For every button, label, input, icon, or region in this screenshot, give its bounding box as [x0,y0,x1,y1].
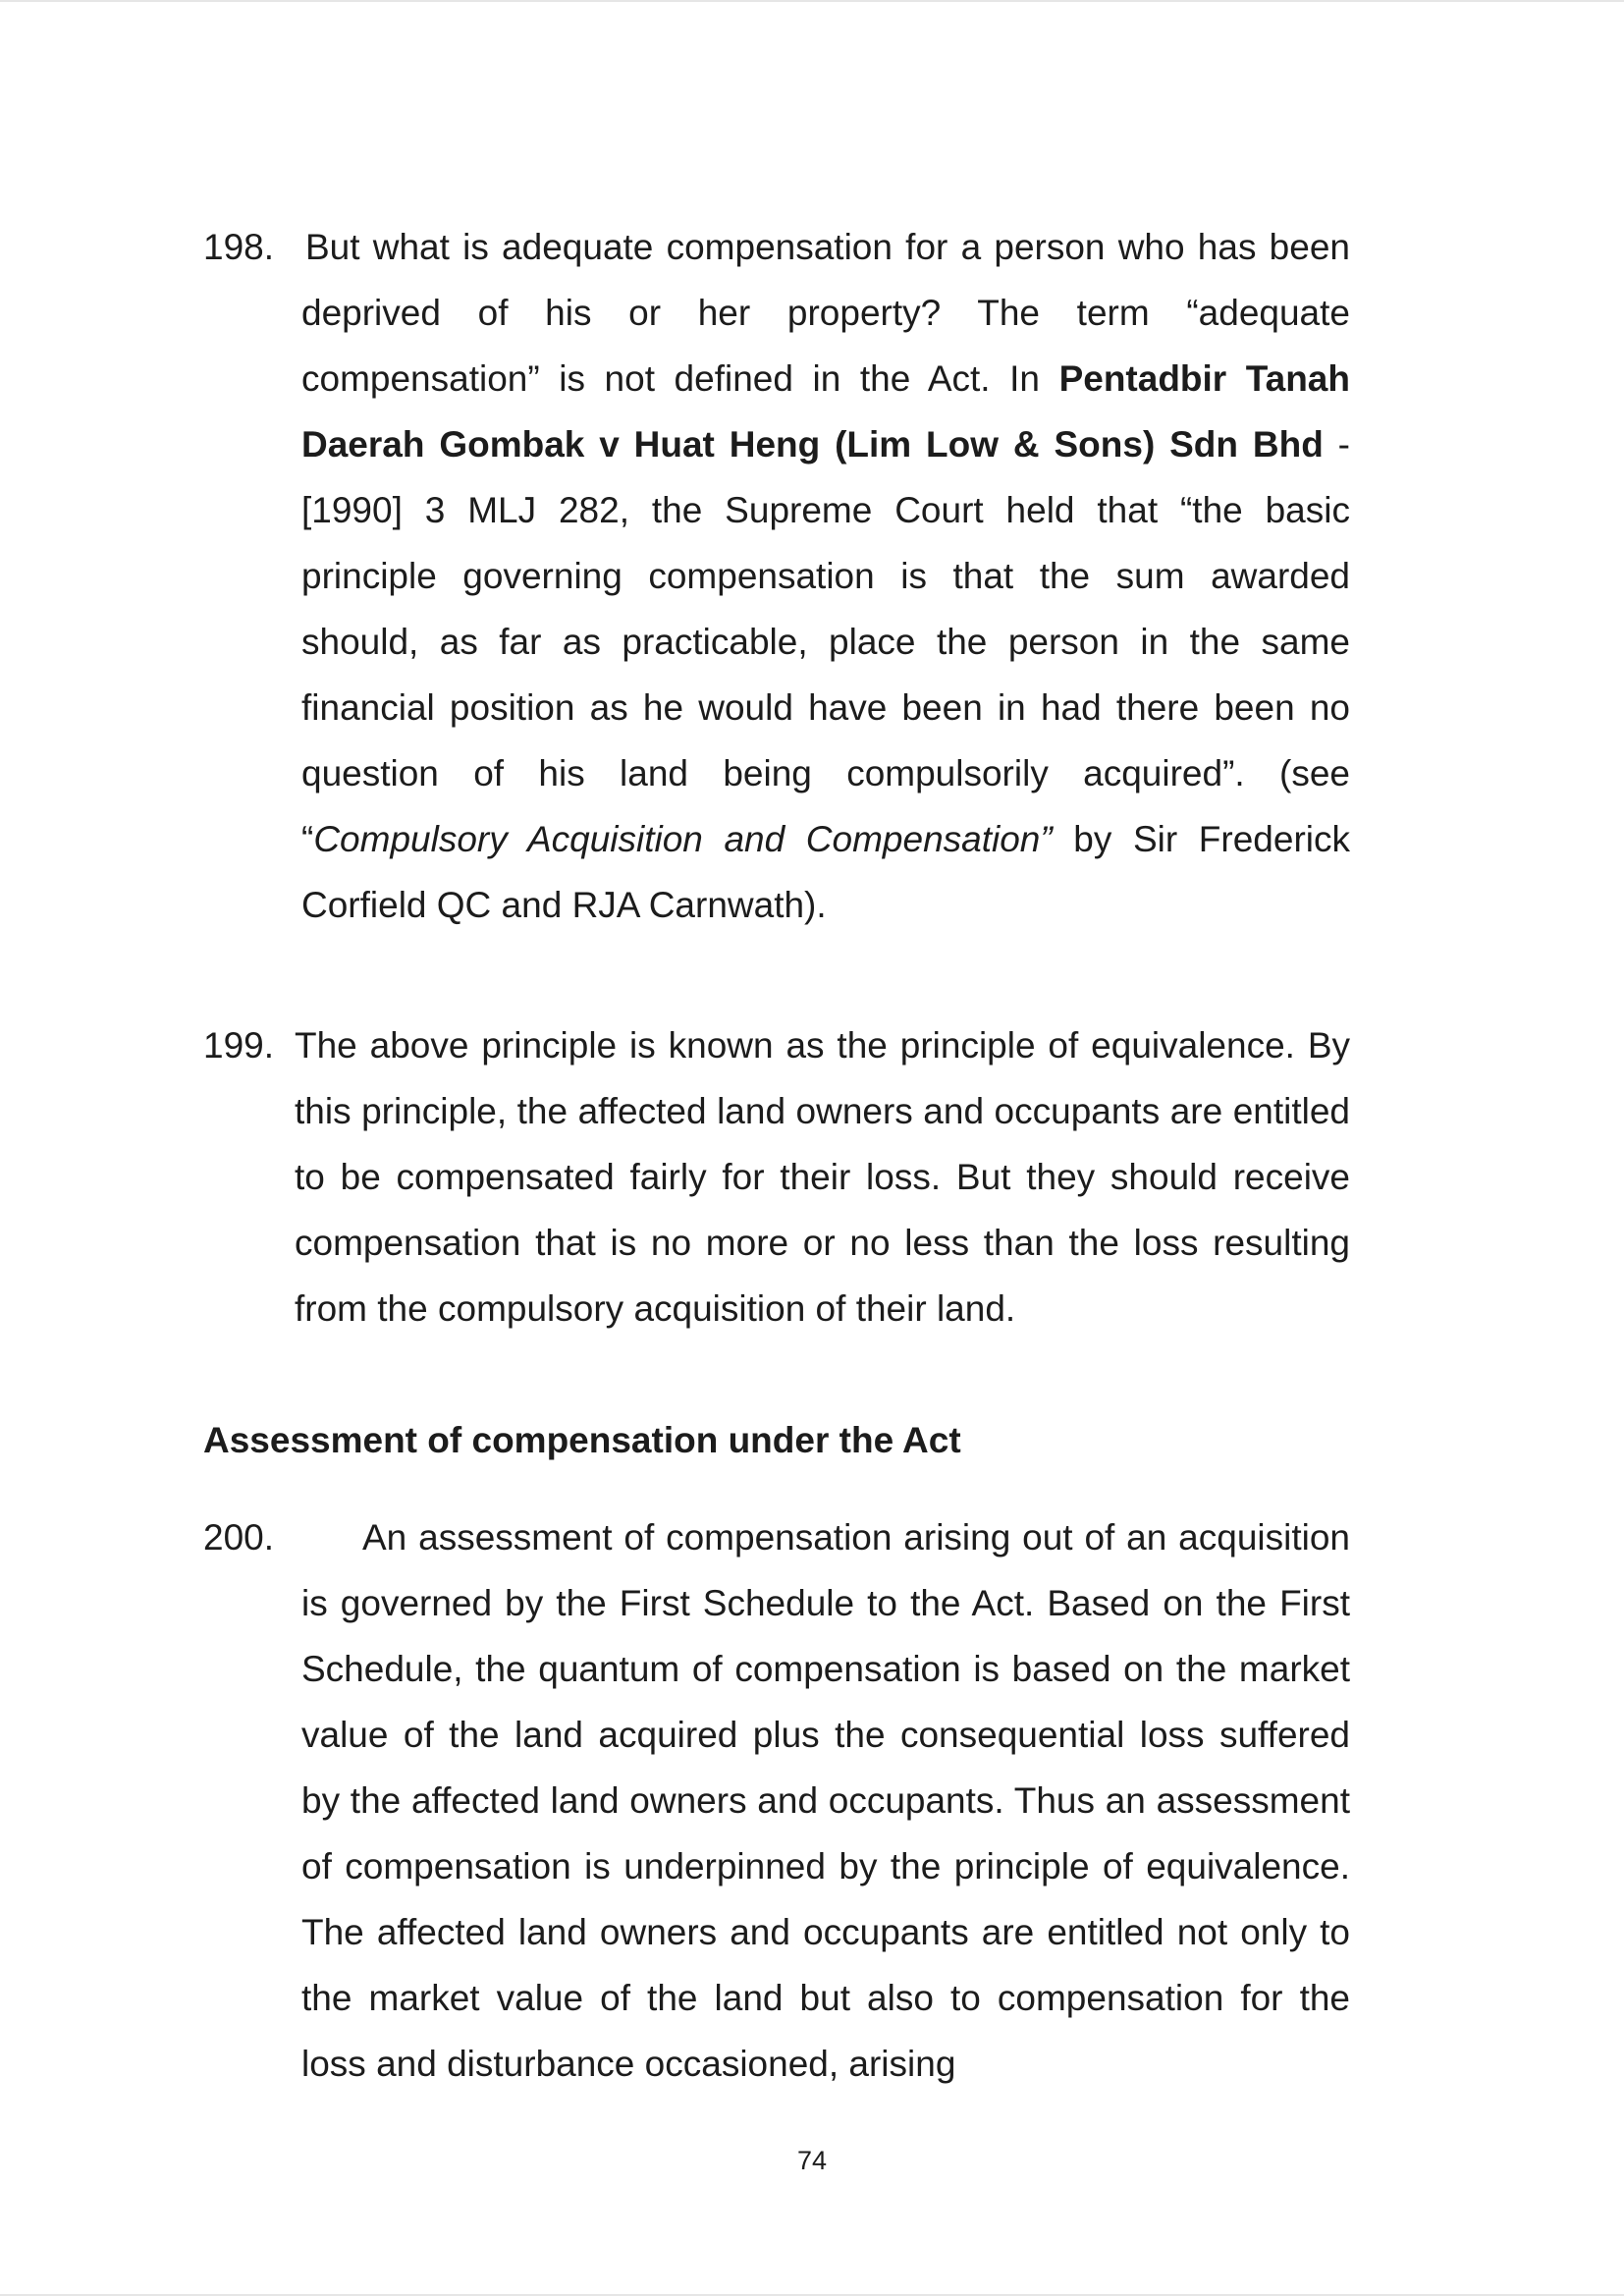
text-segment: The above principle is known as the principle of equivalence. By this principle, the affected land owners and occupants are entitled to be compensated fairly for their loss. But they should receive compensation that is no more or no less than the loss resulting from the compulsory acquisition of their land. [295,1025,1350,1329]
text-segment: An assessment of compensation arising out of an acquisition is governed by the First Schedule to the Act. Based on the First Schedule, the quantum of compensation is based on the market value of the land acquired plus the consequential loss suffered by the affected land owners and occupants. Thus an assessment of compensation is underpinned by the principle of equivalence. The affected land owners and occupants are entitled not only to the market value of the land but also to compensation for the loss and disturbance occasioned, arising [301,1517,1350,2084]
text-segment: - [1990] 3 MLJ 282, the Supreme Court held that “the basic principle governing compensation is that the sum awarded should, as far as practicable, place the person in the same financial position as he would have been in had there been no question of his land being compulsorily acquired”. (see “ [301,424,1350,859]
text-segment: by Sir Frederick Corfield QC and RJA Carnwath). [301,819,1350,925]
case-citation-bold: Pentadbir Tanah Daerah Gombak v Huat Heng (Lim Low & Sons) Sdn Bhd [301,358,1350,465]
paragraph-text [301,214,1350,938]
paragraph-text [301,1504,1350,2097]
paragraph-number: 198. [203,227,275,267]
paragraph-text [295,1012,1350,1341]
text-segment: But what is adequate compensation for a person who has been deprived of his or her property? The term “adequate compensation” is not defined in the Act. In [301,227,1350,399]
scan-edge-top [0,0,1624,2]
page-number: 74 [796,2146,828,2175]
book-title-italic: Compulsory Acquisition and Compensation” [313,819,1053,859]
paragraph-number: 200. [203,1517,275,1558]
section-heading: Assessment of compensation under the Act [203,1420,961,1460]
paragraph-number: 199. [203,1025,275,1066]
